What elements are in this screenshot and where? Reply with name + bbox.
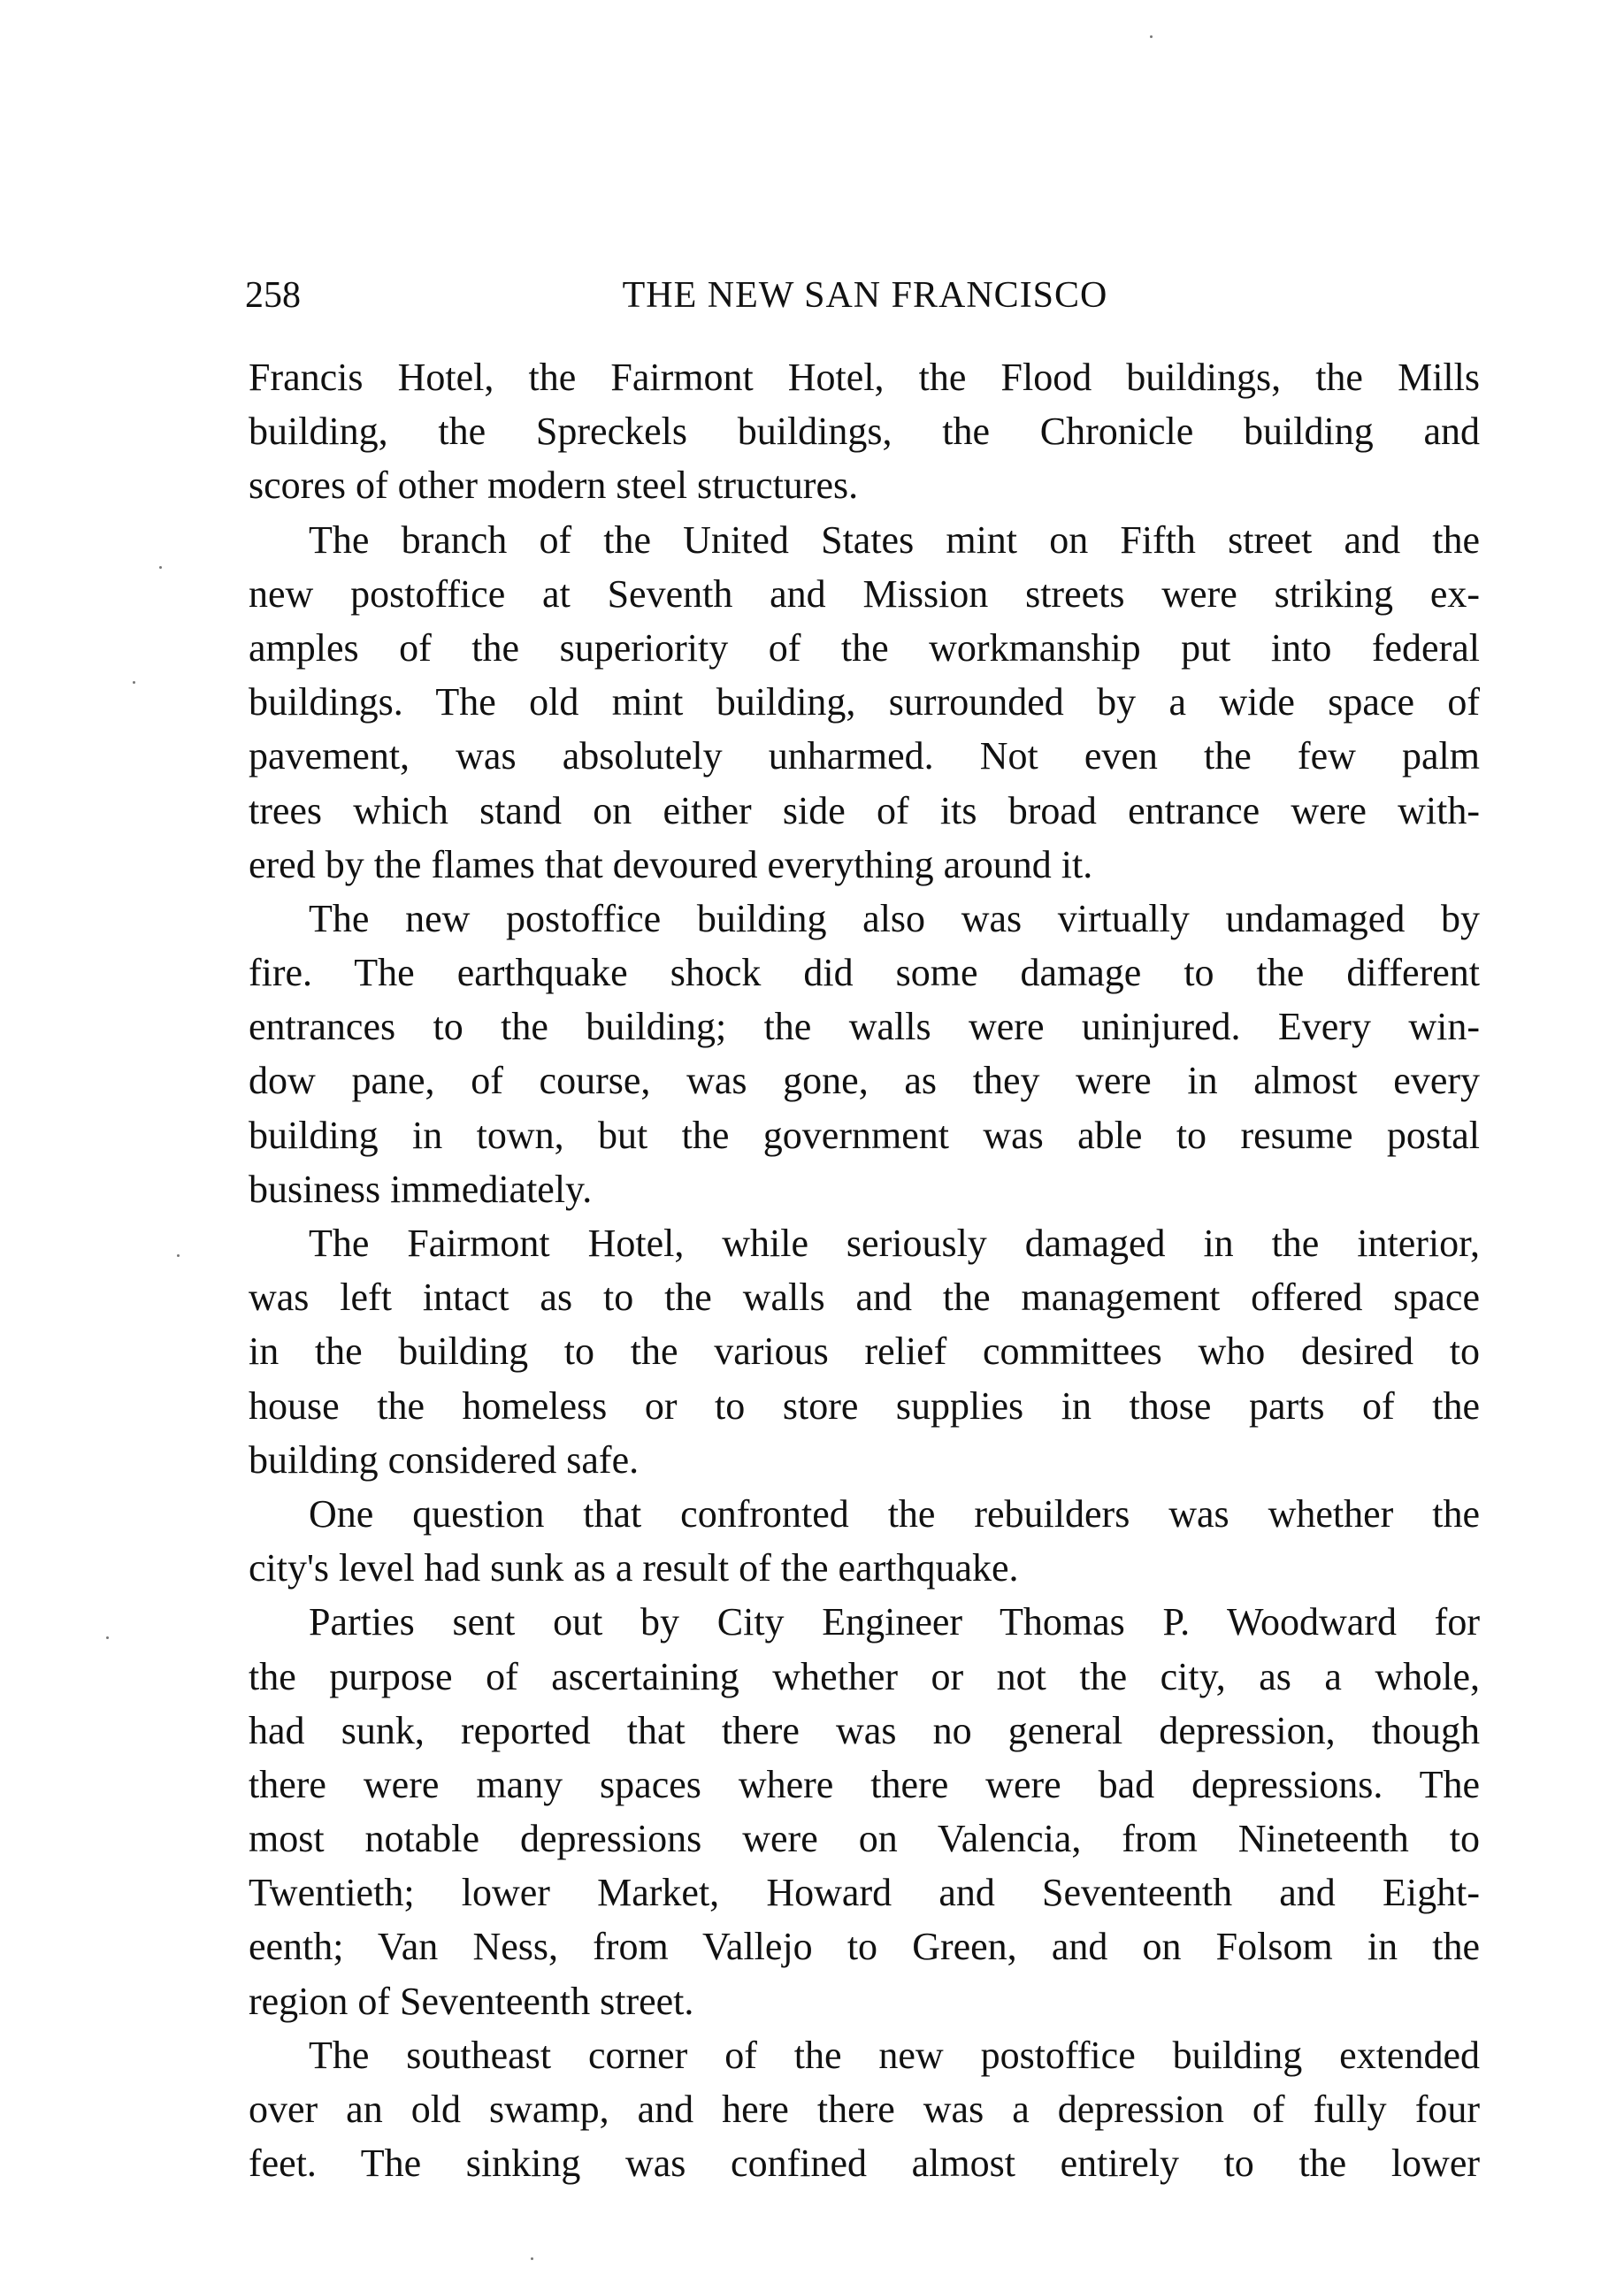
text-line <box>249 1487 1480 1541</box>
text-line <box>249 1324 1480 1378</box>
text-line-content: over an old swamp, and here there was a depression of fully four <box>249 2088 1480 2131</box>
text-line-content: building, the Spreckels buildings, the Chronicle building and <box>249 410 1480 454</box>
scan-speck <box>177 1254 180 1257</box>
text-line <box>249 1433 1480 1487</box>
text-line-content: buildings. The old mint building, surrounded by a wide space of <box>249 680 1480 724</box>
text-line-content: was left intact as to the walls and the management offered space <box>249 1276 1480 1320</box>
text-line <box>249 1000 1480 1054</box>
text-line-content: city's level had sunk as a result of the earthquake. <box>249 1546 1019 1590</box>
text-line <box>249 458 1480 512</box>
text-line-content: Twentieth; lower Market, Howard and Seventeenth and Eight- <box>249 1871 1480 1915</box>
text-line-content: ered by the flames that devoured everything around it. <box>249 842 1093 886</box>
text-line <box>249 1758 1480 1812</box>
text-line-content: Francis Hotel, the Fairmont Hotel, the Flood buildings, the Mills <box>249 356 1480 399</box>
text-line-content: trees which stand on either side of its broad entrance were with- <box>249 788 1480 832</box>
text-line <box>249 675 1480 729</box>
text-line-content: feet. The sinking was confined almost entirely to the lower <box>249 2142 1480 2186</box>
text-line <box>249 1919 1480 1973</box>
text-line <box>249 892 1480 946</box>
text-line-content: fire. The earthquake shock did some damage to the different <box>249 951 1480 995</box>
text-line-content: house the homeless or to store supplies in those parts of the <box>249 1383 1480 1428</box>
scan-speck <box>106 1636 109 1639</box>
text-line <box>249 1054 1480 1107</box>
text-line-content: building considered safe. <box>249 1437 640 1482</box>
text-line-content: One question that confronted the rebuilders was whether the <box>309 1491 1480 1536</box>
text-line <box>249 513 1480 567</box>
text-line-content: The southeast corner of the new postoffice building extended <box>309 2033 1480 2077</box>
text-line-content: entrances to the building; the walls were uninjured. Every win- <box>249 1005 1480 1049</box>
text-line <box>249 621 1480 675</box>
text-line-content: The Fairmont Hotel, while seriously damaged in the interior, <box>309 1222 1480 1265</box>
text-line-content: The new postoffice building also was virtually undamaged by <box>309 896 1480 940</box>
text-line-content: building in town, but the government was able to resume postal <box>249 1113 1480 1157</box>
text-line-content: region of Seventeenth street. <box>249 1979 694 2023</box>
text-line-content: Parties sent out by City Engineer Thomas P. Woodward for <box>309 1600 1480 1644</box>
text-line-content: new postoffice at Seventh and Mission streets were striking ex- <box>249 571 1480 616</box>
text-line-content: in the building to the various relief committees who desired to <box>249 1329 1480 1374</box>
page-number: 258 <box>245 275 301 316</box>
text-line-content: business immediately. <box>249 1167 593 1211</box>
running-title: THE NEW SAN FRANCISCO <box>622 275 1108 316</box>
text-line-content: there were many spaces where there were bad depressions. The <box>249 1762 1480 1806</box>
text-line <box>249 2136 1480 2190</box>
text-line-content: dow pane, of course, was gone, as they were in almost every <box>249 1059 1480 1103</box>
text-line-content: pavement, was absolutely unharmed. Not even the few palm <box>249 734 1480 778</box>
text-line <box>249 404 1480 458</box>
text-line <box>249 1216 1480 1270</box>
scan-speck <box>1150 35 1153 38</box>
scan-speck <box>159 566 162 569</box>
text-line <box>249 567 1480 621</box>
text-line <box>249 838 1480 892</box>
text-line <box>249 1270 1480 1324</box>
text-line <box>249 2082 1480 2136</box>
running-head <box>245 272 1479 318</box>
text-line-content: eenth; Van Ness, from Vallejo to Green, and on Folsom in the <box>249 1925 1480 1969</box>
text-line-content: scores of other modern steel structures. <box>249 464 859 508</box>
scan-speck <box>133 681 135 684</box>
text-line-content: the purpose of ascertaining whether or not the city, as a whole, <box>249 1654 1480 1698</box>
text-line <box>249 1162 1480 1216</box>
text-line <box>249 946 1480 1000</box>
text-line <box>249 1379 1480 1433</box>
text-line <box>249 2028 1480 2082</box>
text-line-content: most notable depressions were on Valencia, from Nineteenth to <box>249 1817 1480 1861</box>
text-line <box>249 1866 1480 1919</box>
text-line <box>249 1650 1480 1704</box>
body-text <box>249 350 1480 2190</box>
text-line <box>249 729 1480 783</box>
text-line <box>249 1595 1480 1649</box>
text-line <box>249 1108 1480 1162</box>
text-line-content: amples of the superiority of the workmanship put into federal <box>249 625 1480 670</box>
text-line <box>249 1704 1480 1758</box>
text-line <box>249 784 1480 838</box>
text-line-content: had sunk, reported that there was no general depression, though <box>249 1708 1480 1752</box>
scan-speck <box>531 2257 533 2260</box>
text-line <box>249 1541 1480 1595</box>
text-line <box>249 1812 1480 1866</box>
text-line-content: The branch of the United States mint on Fifth street and the <box>309 517 1480 562</box>
text-line <box>249 350 1480 404</box>
text-line <box>249 1974 1480 2028</box>
